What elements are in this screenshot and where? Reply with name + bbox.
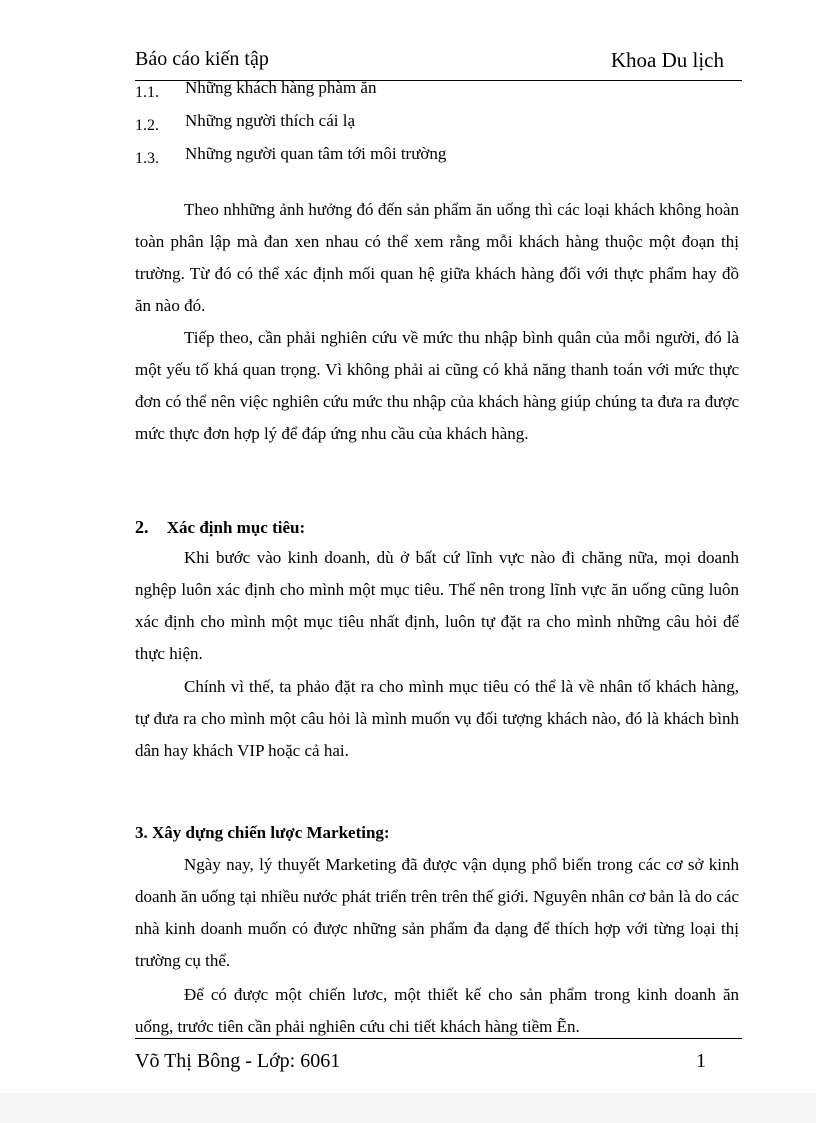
list-item-text: Những khách hàng phàm ăn [185,78,377,97]
list-item-number: 1.1. [135,84,159,101]
paragraph-income-research: Tiếp theo, cần phải nghiên cứu về mức thu nhập bình quân của mỗi người, đó là một yếu tố khá quan trọng. Vì không phải ai cũng có khả năng thanh toán với mức thực đơn có thể nên việc nghiên cứu mức thu nhập của khách hàng giúp chúng ta đưa ra được mức thực đơn hợp lý để đáp ứng nhu cầu của khách hàng. [135,328,739,443]
page-header [135,44,742,81]
section-heading-2 [135,517,305,538]
paragraph-business-goals: Khi bước vào kinh doanh, dù ở bất cứ lĩnh vực nào đi chăng nữa, mọi doanh nghệp luôn xác định cho mình một mục tiêu. Thế nên trong lĩnh vực ăn uống cũng luôn xác định cho mình một mục tiêu nhất định, luôn tự đặt ra cho mình những câu hỏi để thực hiện. [135,548,739,663]
list-item [135,111,735,135]
footer-author: Võ Thị Bông - Lớp: 6061 [135,1050,341,1072]
header-report-title: Báo cáo kiến tập [135,48,269,70]
list-item [135,78,735,102]
paragraph-target-customers: Chính vì thế, ta phảo đặt ra cho mình mục tiêu có thể là về nhân tố khách hàng, tự đưa ra cho mình một câu hỏi là mình muốn vụ đối tượng khách nào, đó là khách bình dân hay khách VIP hoặc cả hai. [135,677,739,760]
page-number: 1 [696,1050,706,1072]
paragraph-marketing-theory: Ngày nay, lý thuyết Marketing đã được vận dụng phổ biến trong các cơ sở kinh doanh ăn uống tại nhiều nước phát triển trên trên thế giới. Nguyên nhân cơ bản là do các nhà kinh doanh muốn có được những sản phẩm đa dạng để thích hợp với từng loại thị trường cụ thể. [135,855,739,970]
header-faculty: Khoa Du lịch [610,48,724,72]
list-item-number: 1.2. [135,117,159,134]
page-footer [135,1038,742,1079]
section-heading-3: 3. Xây dựng chiến lược Marketing: [135,823,390,842]
list-item [135,144,735,168]
section-title: Xác định mục tiêu: [166,518,306,537]
page-bottom-margin [0,1093,816,1123]
list-item-text: Những người quan tâm tới môi trường [185,144,447,163]
paragraph-customer-segments: Theo nhhững ảnh hưởng đó đến sản phẩm ăn uống thì các loại khách không hoàn toàn phân lập mà đan xen nhau có thể xem rằng mỗi khách hàng thuộc một đoạn thị trường. Từ đó có thể xác định mối quan hệ giữa khách hàng đối với thực phẩm hay đồ ăn nào đó. [135,200,739,315]
section-number: 2. [135,517,149,537]
list-item-number: 1.3. [135,150,159,167]
list-item-text: Những người thích cái lạ [185,111,355,130]
paragraph-marketing-strategy: Để có được một chiến lươc, một thiết kế cho sản phẩm trong kinh doanh ăn uống, trước tiên cần phải nghiên cứu chi tiết khách hàng tiềm Ẽn. [135,985,739,1036]
